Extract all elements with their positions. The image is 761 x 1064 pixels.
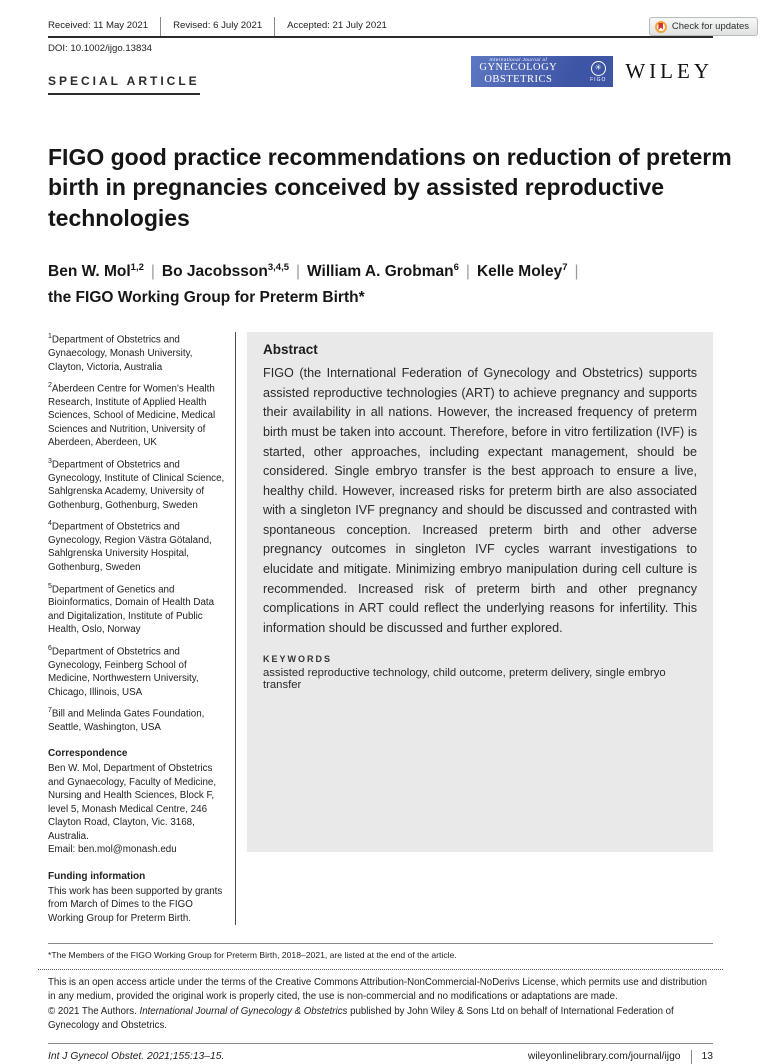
bookmark-icon — [658, 23, 663, 30]
sidebar-metadata — [48, 332, 235, 925]
article-history — [48, 17, 713, 36]
figo-circle-icon: ✳ — [591, 61, 606, 76]
dotted-divider — [38, 969, 723, 970]
revised-date: Revised: 6 July 2021 — [160, 17, 274, 36]
correspondence-text: Ben W. Mol, Department of Obstetrics and Gynaecology, Faculty of Medicine, Nursing and Health Sciences, Block F, level 5, Monash Medical Centre, 246 Clayton Road, Clayton, Vic. 3168, Australia. — [48, 763, 217, 842]
wiley-logo: WILEY — [625, 59, 713, 83]
author-separator: | — [150, 263, 155, 281]
author-separator: | — [296, 263, 301, 281]
figo-emblem-icon — [590, 61, 606, 83]
doi: DOI: 10.1002/ijgo.13834 — [48, 43, 153, 54]
article-page — [0, 17, 761, 1063]
affiliation: $^1$Department of Obstetrics and Gynaecology, Monash University, Clayton, Victoria, Australia — [48, 333, 193, 373]
page-number: 13 — [701, 1051, 713, 1063]
affiliation: $^6$Department of Obstetrics and Gynecology, Feinberg School of Medicine, Northwestern University, Chicago, Illinois, USA — [48, 644, 199, 698]
affiliation: $^3$Department of Obstetrics and Gynecology, Institute of Clinical Science, Sahlgrenska Academy, University of Gothenburg, Gothenburg, Sweden — [48, 457, 225, 511]
author: Kelle Moley$^7$ — [476, 261, 568, 281]
citation: Int J Gynecol Obstet. 2021;155:13–15. — [48, 1051, 225, 1063]
masthead — [48, 54, 713, 106]
received-date: Received: 11 May 2021 — [48, 20, 149, 31]
keywords-list: assisted reproductive technology, child outcome, preterm delivery, single embryo transfer — [263, 667, 666, 692]
journal-logo-subtitle: International Journal of — [489, 56, 548, 62]
affiliation: $^4$Department of Obstetrics and Gynecology, Region Västra Götaland, Sahlgrenska University Hospital, Gothenburg, Sweden — [48, 520, 212, 573]
author: Ben W. Mol$^{1,2}$ — [48, 261, 144, 281]
affiliation: $^7$Bill and Melinda Gates Foundation, Seattle, Washington, USA — [48, 707, 205, 733]
page-footer — [48, 1043, 713, 1064]
journal-name-italic: International Journal of Gynecology & Obstetrics — [139, 1006, 348, 1018]
check-for-updates-button[interactable] — [649, 17, 758, 36]
abstract-text: FIGO (the International Federation of Gynecology and Obstetrics) supports assisted reproductive technologies (ART) to achieve pregnancy and supports their availability in all nations. However, the increased frequency of preterm birth must be taken into account. Therefore, before in vitro fertilization (IVF) is started, other approaches, including expectant management, should be considered. Single embryo transfer is the best approach to ensure a live, healthy child. However, increased risks for preterm birth are also associated with a singleton IVF pregnancy and should be discussed and contrasted with spontaneous conception. Increased preterm birth and other adverse pregnancy outcomes in singleton IVF cycles warrant investigations to elucidate and mitigate. Minimizing embryo manipulation during cell culture is recommended. Increased risk of preterm birth and other pregnancy complications in ART could reflect the underlying reasons for infertility. This information should be discussed and further explored. — [263, 366, 697, 635]
funding-text: This work has been supported by grants from March of Dimes to the FIGO Working Group for Preterm Birth. — [48, 885, 223, 924]
journal-logo-line1: GYNECOLOGY — [479, 62, 558, 74]
author-group: the FIGO Working Group for Preterm Birth* — [48, 288, 365, 306]
check-for-updates-label: Check for updates — [671, 21, 749, 32]
open-access-statement: This is an open access article under the terms of the Creative Commons Attribution-NonCommercial-NoDerivs License, which permits use and distribution in any medium, provided the original work is properly cited, the use is non-commercial and no modifications or adaptations are made. — [48, 977, 708, 1002]
correspondence-heading: Correspondence — [48, 748, 128, 760]
article-type-label: SPECIAL ARTICLE — [48, 74, 200, 95]
two-column-zone — [48, 332, 713, 925]
funding-heading: Funding information — [48, 870, 146, 882]
footer-right — [528, 1050, 713, 1064]
author-separator: | — [574, 263, 579, 281]
author-separator: | — [465, 263, 470, 281]
author: William A. Grobman$^6$ — [307, 261, 459, 281]
abstract-panel — [247, 332, 713, 852]
figo-wordmark: FIGO — [590, 76, 607, 83]
journal-logo — [471, 56, 613, 87]
brand-block — [471, 56, 713, 87]
author: Bo Jacobsson$^{3,4,5}$ — [161, 261, 290, 281]
journal-logo-text — [479, 58, 557, 86]
column-divider — [235, 332, 236, 925]
accepted-date: Accepted: 21 July 2021 — [274, 17, 399, 36]
journal-logo-line2: OBSTETRICS — [484, 73, 553, 85]
crossmark-icon — [655, 21, 667, 33]
affiliation: $^5$Department of Genetics and Bioinformatics, Domain of Health Data and Digitalization, Institute of Public Health, Oslo, Norway — [48, 582, 215, 636]
members-footnote: *The Members of the FIGO Working Group for Preterm Birth, 2018–2021, are listed at the end of the article. — [48, 950, 457, 961]
article-title: FIGO good practice recommendations on reduction of preterm birth in pregnancies conceived by assisted reproductive technologies — [48, 144, 732, 231]
header-rule — [48, 36, 713, 38]
journal-url: wileyonlinelibrary.com/journal/ijgo — [527, 1051, 681, 1063]
footnote-rule — [48, 943, 713, 944]
footer-divider — [691, 1050, 692, 1064]
abstract-heading: Abstract — [263, 342, 318, 358]
affiliation: $^2$Aberdeen Centre for Women's Health Research, Institute of Applied Health Sciences, School of Medicine, Medical Sciences and Nutrition, University of Aberdeen, Aberdeen, UK — [48, 382, 216, 449]
keywords-heading: KEYWORDS — [263, 654, 333, 665]
authors-line — [48, 259, 708, 310]
correspondence-email: Email: ben.mol@monash.edu — [48, 844, 177, 856]
copyright-statement: © 2021 The Authors. International Journal of Gynecology & Obstetrics published by John Wiley & Sons Ltd on behalf of International Federation of Gynecology and Obstetrics. — [48, 1006, 674, 1031]
